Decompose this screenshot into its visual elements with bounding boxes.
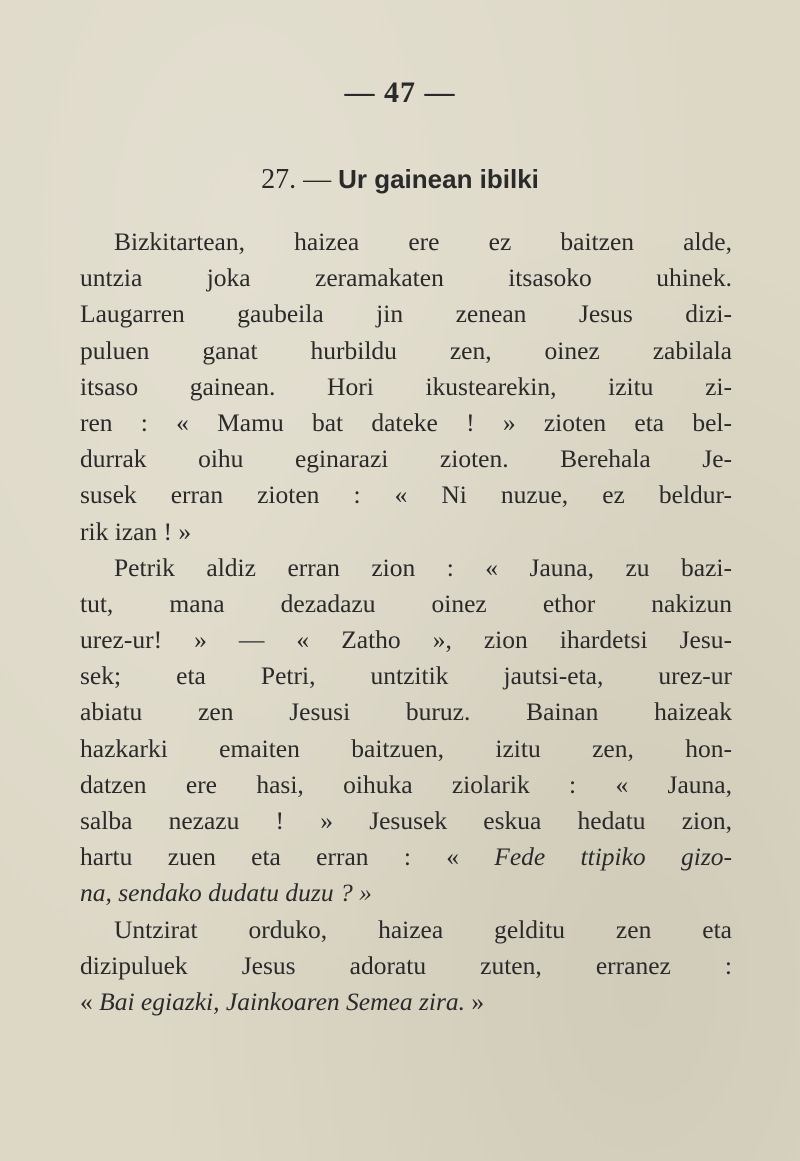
text-segment: « — [80, 986, 100, 1016]
text-line: datzen ere hasi, oihuka ziolarik : « Jauna, — [80, 769, 732, 799]
body-text — [80, 224, 732, 1020]
text-line: Bizkitartean, haizea ere ez baitzen alde, — [114, 227, 732, 256]
text-line: rik izan ! » — [80, 516, 192, 546]
text-line: abiatu zen Jesusi buruz. Bainan haizeak — [80, 697, 732, 727]
text-line: na, sendako dudatu duzu ? » — [80, 878, 372, 908]
text-segment: » — [465, 986, 485, 1016]
text-line: urez-ur! » — « Zatho », zion ihardetsi Jesu- — [80, 625, 732, 655]
italic-text: Fede ttipiko gizo- — [494, 842, 732, 872]
text-line: itsaso gainean. Hori ikustearekin, izitu zi- — [80, 371, 732, 401]
chapter-title: Ur gainean ibilki — [338, 164, 539, 194]
text-line: salba nezazu ! » Jesusek eskua hedatu zion, — [80, 806, 732, 835]
text-line — [80, 984, 732, 1020]
text-line: ren : « Mamu bat dateke ! » zioten eta bel- — [80, 407, 732, 437]
italic-text: Bai egiazki, Jainkoaren Semea zira. — [99, 986, 466, 1016]
text-line: susek erran zioten : « Ni nuzue, ez beldur- — [80, 480, 732, 510]
page-number: — 47 — — [344, 76, 456, 109]
text-line: Petrik aldiz erran zion : « Jauna, zu bazi- — [114, 552, 732, 582]
text-line: durrak oihu eginarazi zioten. Berehala Je- — [80, 444, 732, 474]
chapter-heading — [0, 164, 800, 196]
chapter-number: 27. — — [261, 164, 332, 195]
text-line: Untzirat orduko, haizea gelditu zen eta — [114, 914, 732, 944]
text-segment: hartu zuen eta erran : « — [80, 842, 495, 872]
text-line: tut, mana dezadazu oinez ethor nakizun — [80, 588, 732, 618]
text-line: dizipuluek Jesus adoratu zuten, erranez : — [80, 950, 732, 980]
text-line: hazkarki emaiten baitzuen, izitu zen, hon- — [80, 733, 732, 763]
text-line: Laugarren gaubeila jin zenean Jesus dizi- — [80, 299, 732, 329]
text-line: sek; eta Petri, untzitik jautsi-eta, urez-ur — [80, 661, 732, 691]
text-line — [80, 839, 732, 875]
text-line: untzia joka zeramakaten itsasoko uhinek. — [80, 263, 732, 293]
text-line: puluen ganat hurbildu zen, oinez zabilala — [80, 335, 732, 365]
